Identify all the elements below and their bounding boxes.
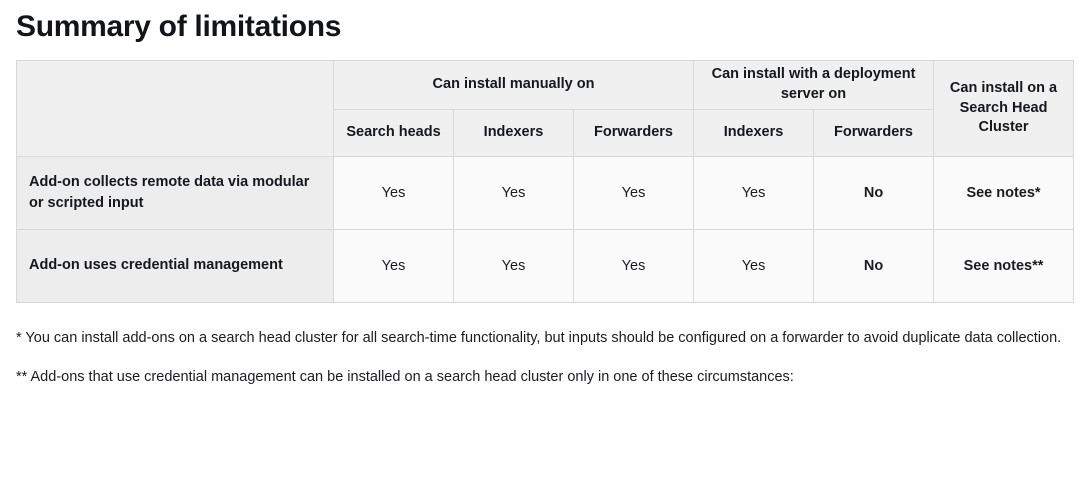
group-header-manual: Can install manually on — [334, 61, 694, 110]
row-label-remote-data: Add-on collects remote data via modular or scripted input — [17, 157, 334, 230]
group-header-search-head-cluster-line1: Can install on a — [949, 80, 1058, 97]
cell-r1-c2: Yes — [574, 230, 694, 303]
sub-header-forwarders-manual: Forwarders — [574, 110, 694, 157]
cell-r1-c4: No — [814, 230, 934, 303]
group-header-search-head-cluster-line2: Search Head Cluster — [959, 99, 1048, 136]
table-row — [17, 230, 1074, 303]
cell-r0-c2: Yes — [574, 157, 694, 230]
cell-r1-c5: See notes** — [934, 230, 1074, 303]
sub-header-forwarders-ds: Forwarders — [814, 110, 934, 157]
cell-r0-c1: Yes — [454, 157, 574, 230]
table-row — [17, 157, 1074, 230]
footnote-single-asterisk: * You can install add-ons on a search head cluster for all search-time functionality, but inputs should be configured on a forwarder to avoid duplicate data collection. — [16, 330, 1062, 346]
cell-r1-c0: Yes — [334, 230, 454, 303]
table-group-header-row — [17, 61, 1074, 110]
footnote-double-asterisk: ** Add-ons that use credential management can be installed on a search head cluster only in one of these circumstances: — [16, 369, 794, 386]
table-header — [17, 61, 1074, 157]
cell-r0-c0: Yes — [334, 157, 454, 230]
table-body — [17, 157, 1074, 303]
sub-header-indexers-ds: Indexers — [694, 110, 814, 157]
cell-r0-c4: No — [814, 157, 934, 230]
sub-header-search-heads: Search heads — [334, 110, 454, 157]
cell-r1-c3: Yes — [694, 230, 814, 303]
group-header-search-head-cluster — [934, 61, 1074, 157]
row-label-credential-management: Add-on uses credential management — [17, 230, 334, 303]
footnotes — [16, 327, 1073, 389]
sub-header-indexers-manual: Indexers — [454, 110, 574, 157]
page-title: Summary of limitations — [16, 10, 342, 43]
table-corner-cell — [17, 61, 334, 157]
group-header-deployment-server: Can install with a deployment server on — [694, 61, 934, 110]
cell-r0-c3: Yes — [694, 157, 814, 230]
cell-r0-c5: See notes* — [934, 157, 1074, 230]
cell-r1-c1: Yes — [454, 230, 574, 303]
limitations-table — [16, 60, 1074, 303]
